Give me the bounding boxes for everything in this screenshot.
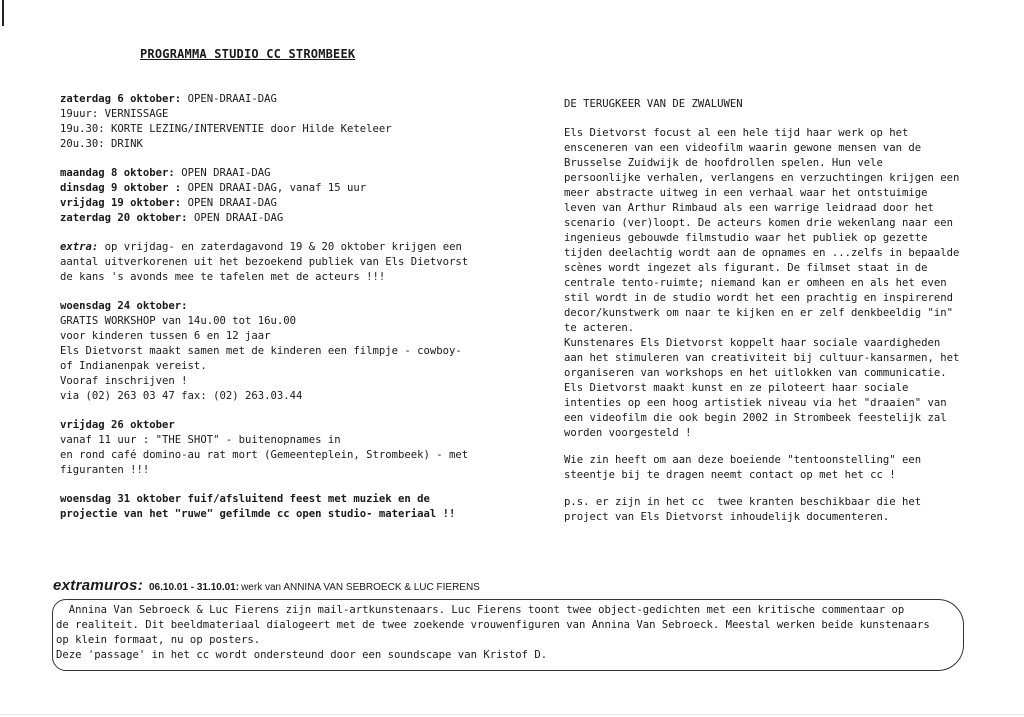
entry-event: OPEN DRAAI-DAG bbox=[174, 167, 271, 179]
article-line: project van Els Dietvorst inhoudelijk documenteren. bbox=[564, 511, 890, 523]
article-line: Brusselse Zuidwijk de hoofdrollen spelen. Hun vele bbox=[564, 157, 883, 169]
article-line: decor/kunstwerk om naar te kijken en er zelf denkbeeldig "in" bbox=[564, 307, 954, 319]
shot-line: vanaf 11 uur : "THE SHOT" - buitenopnames in bbox=[60, 434, 341, 446]
article-line: worden voorgesteld ! bbox=[564, 427, 692, 439]
scan-edge-mark bbox=[2, 0, 4, 26]
article-line: meer abstracte uitweg in een verhaal waar het ontstuimige bbox=[564, 187, 928, 199]
extramuros-line: Deze 'passage' in het cc wordt ondersteund door een soundscape van Kristof D. bbox=[56, 649, 548, 661]
extramuros-text bbox=[56, 603, 956, 663]
extra-label: extra: bbox=[60, 241, 99, 253]
extramuros-subtitle: werk van ANNINA VAN SEBROECK & LUC FIERENS bbox=[241, 582, 480, 593]
entry-day: maandag 8 oktober: bbox=[60, 167, 175, 179]
article-zwaluwen bbox=[564, 97, 974, 525]
page-bottom-edge bbox=[0, 714, 1024, 715]
article-line: aan het stimuleren van creativiteit bij cultuur-kansarmen, het bbox=[564, 352, 960, 364]
extra-text: op vrijdag- en zaterdagavond 19 & 20 oktober krijgen een bbox=[98, 241, 462, 253]
extramuros-header bbox=[53, 577, 480, 595]
article-heading: DE TERUGKEER VAN DE ZWALUWEN bbox=[564, 98, 743, 110]
program-schedule bbox=[60, 92, 500, 522]
extra-line: de kans 's avonds mee te tafelen met de acteurs !!! bbox=[60, 271, 386, 283]
workshop-line: Els Dietvorst maakt samen met de kinderen een filmpje - cowboy- bbox=[60, 345, 462, 357]
entry-event: OPEN DRAAI-DAG bbox=[187, 212, 284, 224]
finale-line: woensdag 31 oktober fuif/afsluitend feest met muziek en de bbox=[60, 493, 430, 505]
article-line: ingenieus gebouwde filmstudio waar het publiek op gezette bbox=[564, 232, 928, 244]
extramuros-dates: 06.10.01 - 31.10.01: bbox=[149, 582, 240, 593]
workshop-line: of Indianenpak vereist. bbox=[60, 360, 207, 372]
finale-line: projectie van het "ruwe" gefilmde cc open studio- materiaal !! bbox=[60, 508, 456, 520]
workshop-day: woensdag 24 oktober: bbox=[60, 300, 188, 312]
schedule-entry bbox=[60, 166, 500, 181]
entry-event: OPEN DRAAI-DAG, vanaf 15 uur bbox=[181, 182, 367, 194]
shot-line: en rond café domino-au rat mort (Gemeenteplein, Strombeek) - met bbox=[60, 449, 469, 461]
entry-day: dinsdag 9 oktober : bbox=[60, 182, 182, 194]
workshop-line: voor kinderen tussen 6 en 12 jaar bbox=[60, 330, 271, 342]
shot-day: vrijdag 26 oktober bbox=[60, 419, 175, 431]
article-line: centrale tento-ruimte; niemand kan er omheen en als het even bbox=[564, 277, 947, 289]
entry-day: vrijdag 19 oktober: bbox=[60, 197, 182, 209]
schedule-line: 20u.30: DRINK bbox=[60, 138, 143, 150]
article-line: intenties op een hoog artistiek niveau via het "draaien" van bbox=[564, 397, 947, 409]
article-line: scenario (ver)loopt. De acteurs komen drie wekenlang naar een bbox=[564, 217, 954, 229]
schedule-entry bbox=[60, 211, 500, 226]
article-line: ensceneren van een videofilm waarin gewone mensen van de bbox=[564, 142, 922, 154]
article-line: Els Dietvorst focust al een hele tijd haar werk op het bbox=[564, 127, 909, 139]
extramuros-line: op klein formaat, nu op posters. bbox=[56, 634, 261, 646]
article-line: scènes wordt ingezet als figurant. De filmset staat in de bbox=[564, 262, 928, 274]
entry-day: zaterdag 20 oktober: bbox=[60, 212, 188, 224]
extra-note bbox=[60, 240, 500, 255]
workshop-line: Vooraf inschrijven ! bbox=[60, 375, 188, 387]
article-line: leven van Arthur Rimbaud als een warrige leidraad door het bbox=[564, 202, 934, 214]
article-line: Els Dietvorst maakt kunst en ze piloteert haar sociale bbox=[564, 382, 909, 394]
page-title: PROGRAMMA STUDIO CC STROMBEEK bbox=[140, 47, 356, 61]
article-line: te acteren. bbox=[564, 322, 635, 334]
extra-line: aantal uitverkorenen uit het bezoekend publiek van Els Dietvorst bbox=[60, 256, 469, 268]
article-line: p.s. er zijn in het cc twee kranten beschikbaar die het bbox=[564, 496, 922, 508]
schedule-entry bbox=[60, 196, 500, 211]
schedule-entry bbox=[60, 181, 500, 196]
article-line: persoonlijke verhalen, verlangens en verzuchtingen krijgen een bbox=[564, 172, 960, 184]
article-line: Wie zin heeft om aan deze boeiende "tentoonstelling" een bbox=[564, 454, 922, 466]
entry-event: OPEN DRAAI-DAG bbox=[181, 197, 277, 209]
article-line: organiseren van workshops en het uitlokken van communicatie. bbox=[564, 367, 947, 379]
extramuros-title: extramuros: bbox=[53, 577, 143, 594]
extramuros-line: Annina Van Sebroeck & Luc Fierens zijn mail-artkunstenaars. Luc Fierens toont twee object-gedichten met een kritische commentaar op bbox=[56, 604, 905, 616]
article-line: stil wordt in de studio wordt het een prachtig en inspirerend bbox=[564, 292, 954, 304]
workshop-line: via (02) 263 03 47 fax: (02) 263.03.44 bbox=[60, 390, 303, 402]
article-line: steentje bij te dragen neemt contact op met het cc ! bbox=[564, 469, 896, 481]
schedule-line: 19uur: VERNISSAGE bbox=[60, 108, 169, 120]
entry-event: OPEN-DRAAI-DAG bbox=[181, 93, 277, 105]
entry-day: zaterdag 6 oktober: bbox=[60, 93, 182, 105]
workshop-line: GRATIS WORKSHOP van 14u.00 tot 16u.00 bbox=[60, 315, 296, 327]
article-line: tijden deelachtig wordt aan de opnames en ...zelfs in bepaalde bbox=[564, 247, 960, 259]
schedule-entry bbox=[60, 92, 500, 107]
extramuros-line: de realiteit. Dit beeldmateriaal dialogeert met de twee zoekende vrouwenfiguren van Annina Van Sebroeck. Meestal werken beide kunstenaars bbox=[56, 619, 930, 631]
article-line: Kunstenares Els Dietvorst koppelt haar sociale vaardigheden bbox=[564, 337, 941, 349]
schedule-line: 19u.30: KORTE LEZING/INTERVENTIE door Hilde Keteleer bbox=[60, 123, 392, 135]
article-line: een videofilm die ook begin 2002 in Strombeek feestelijk zal bbox=[564, 412, 947, 424]
shot-line: figuranten !!! bbox=[60, 464, 150, 476]
